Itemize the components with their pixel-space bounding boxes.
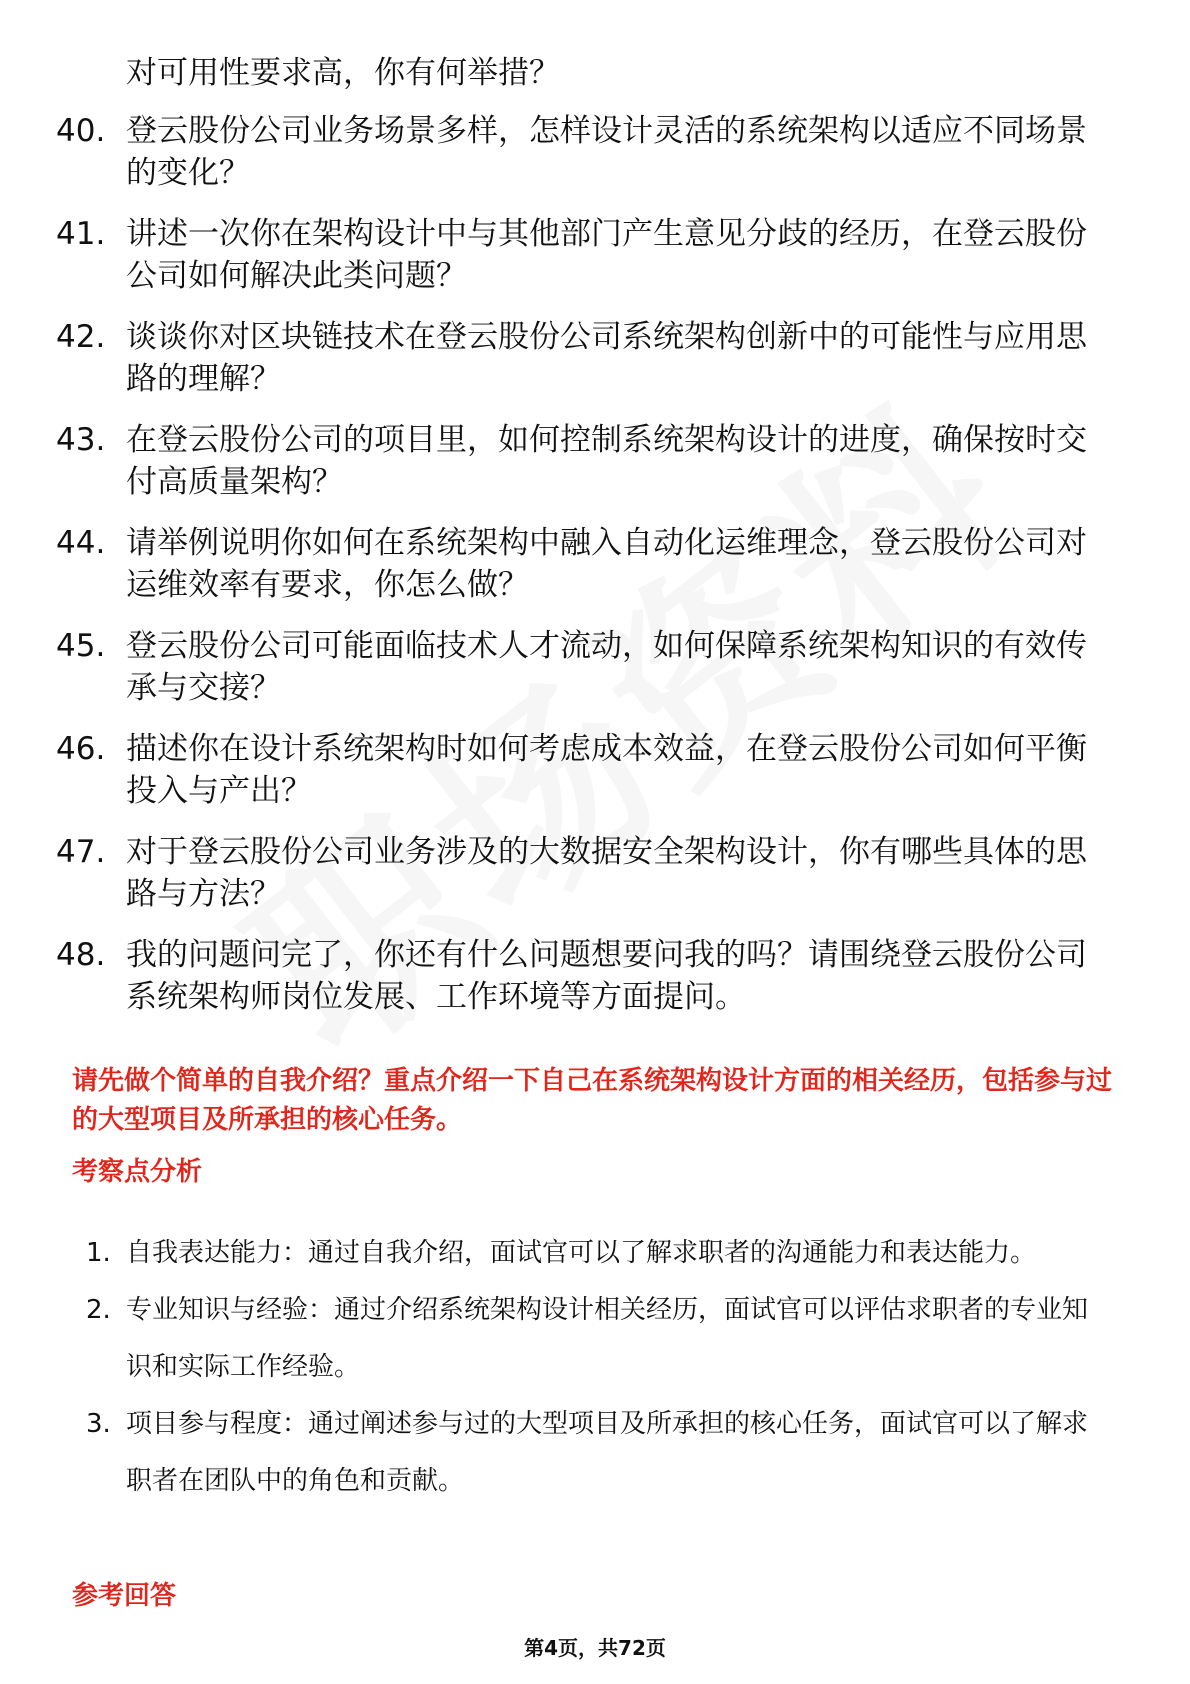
analysis-item [0,1396,1190,1510]
analysis-text: 专业知识与经验：通过介绍系统架构设计相关经历，面试官可以评估求职者的专业知识和实际工作经验。 [126,1295,1089,1382]
analysis-number: 2. [86,1295,111,1325]
question-text: 讲述一次你在架构设计中与其他部门产生意见分歧的经历，在登云股份公司如何解决此类问题？ [126,216,1087,294]
question-text: 登云股份公司可能面临技术人才流动，如何保障系统架构知识的有效传承与交接？ [126,628,1087,706]
analysis-item [0,1225,1190,1282]
question-continuation: 对可用性要求高，你有何举措？ [126,55,560,91]
question-number: 42. [56,319,106,355]
question-text: 谈谈你对区块链技术在登云股份公司系统架构创新中的可能性与应用思路的理解？ [126,319,1087,397]
question-item [0,831,1190,915]
featured-question: 请先做个简单的自我介绍？重点介绍一下自己在系统架构设计方面的相关经历，包括参与过的大型项目及所承担的核心任务。 [72,1066,1113,1135]
analysis-number: 1. [86,1238,111,1268]
analysis-heading: 考察点分析 [72,1157,203,1187]
question-item [0,728,1190,812]
question-number: 40. [56,113,106,149]
analysis-text: 项目参与程度：通过阐述参与过的大型项目及所承担的核心任务，面试官可以了解求职者在团队中的角色和贡献。 [126,1409,1089,1496]
question-item [0,316,1190,400]
analysis-list [0,1225,1190,1510]
question-number: 44. [56,525,106,561]
question-item [0,934,1190,1018]
question-text: 描述你在设计系统架构时如何考虑成本效益，在登云股份公司如何平衡投入与产出？ [126,731,1087,809]
question-text: 对于登云股份公司业务涉及的大数据安全架构设计，你有哪些具体的思路与方法？ [126,834,1087,912]
question-number: 45. [56,628,106,664]
analysis-number: 3. [86,1409,111,1439]
question-list [0,110,1190,1037]
question-text: 请举例说明你如何在系统架构中融入自动化运维理念，登云股份公司对运维效率有要求，你怎么做？ [126,525,1087,603]
page-footer: 第4页，共72页 [524,1636,666,1660]
question-number: 46. [56,731,106,767]
question-item [0,625,1190,709]
question-number: 48. [56,937,106,973]
question-text: 在登云股份公司的项目里，如何控制系统架构设计的进度，确保按时交付高质量架构？ [126,422,1087,500]
question-item [0,110,1190,194]
analysis-item [0,1282,1190,1396]
question-text: 登云股份公司业务场景多样，怎样设计灵活的系统架构以适应不同场景的变化？ [126,113,1087,191]
question-item [0,419,1190,503]
question-number: 43. [56,422,106,458]
question-item [0,213,1190,297]
question-number: 47. [56,834,106,870]
question-text: 我的问题问完了，你还有什么问题想要问我的吗？请围绕登云股份公司系统架构师岗位发展、工作环境等方面提问。 [126,937,1087,1015]
question-item [0,522,1190,606]
reference-heading: 参考回答 [72,1581,177,1611]
question-number: 41. [56,216,106,252]
analysis-text: 自我表达能力：通过自我介绍，面试官可以了解求职者的沟通能力和表达能力。 [126,1238,1037,1268]
